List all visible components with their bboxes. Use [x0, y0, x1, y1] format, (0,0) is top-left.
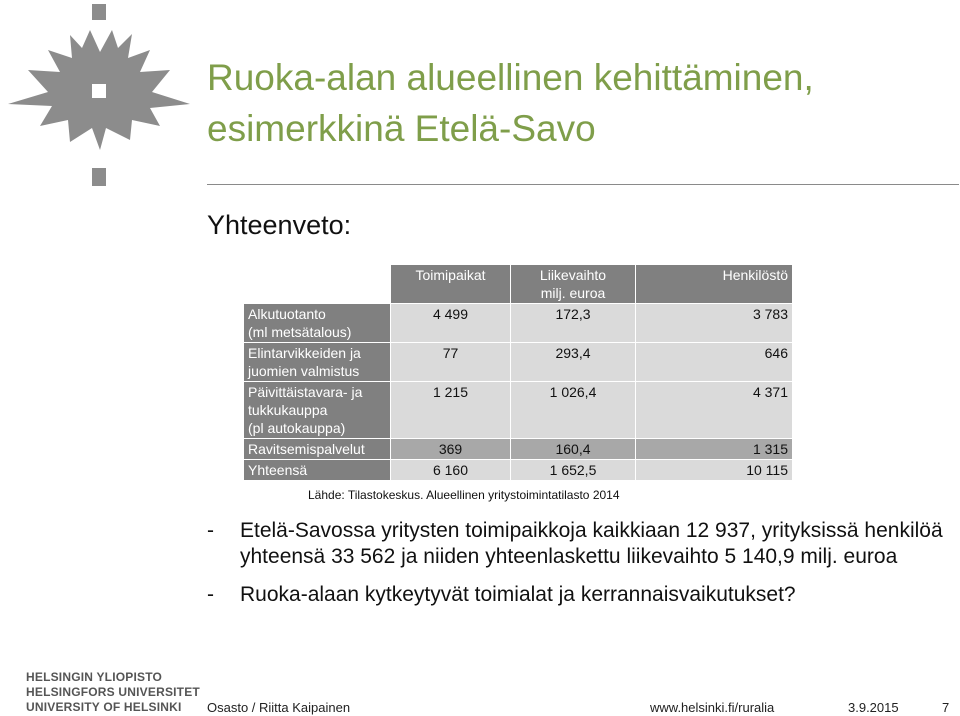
cell-henkilosto: 4 371	[636, 382, 793, 439]
column-header-toimipaikat: Toimipaikat	[391, 265, 511, 304]
cell-toimipaikat: 4 499	[391, 304, 511, 343]
cell-liikevaihto: 160,4	[511, 439, 636, 460]
cell-toimipaikat: 6 160	[391, 460, 511, 481]
footer-date: 3.9.2015	[848, 700, 899, 715]
cell-henkilosto: 3 783	[636, 304, 793, 343]
cell-henkilosto: 10 115	[636, 460, 793, 481]
university-flame-logo	[0, 0, 200, 200]
table-row	[244, 304, 793, 343]
bullet-text: Ruoka-alaan kytkeytyvät toimialat ja kerrannaisvaikutukset?	[240, 583, 796, 606]
slide-subtitle: Yhteenveto:	[207, 210, 352, 240]
column-header-henkilosto: Henkilöstö	[636, 265, 793, 304]
cell-toimipaikat: 77	[391, 343, 511, 382]
table-source-note: Lähde: Tilastokeskus. Alueellinen yritystoimintatilasto 2014	[308, 488, 620, 502]
table-header-row	[244, 265, 793, 304]
bullet-item	[207, 518, 947, 570]
cell-liikevaihto: 1 026,4	[511, 382, 636, 439]
cell-liikevaihto: 172,3	[511, 304, 636, 343]
bullet-list	[207, 518, 947, 620]
footer-url: www.helsinki.fi/ruralia	[650, 700, 775, 715]
bullet-dash: -	[207, 519, 214, 542]
table-row-total	[244, 460, 793, 481]
slide-title-line-2: esimerkkinä Etelä-Savo	[207, 108, 596, 149]
row-label: Elintarvikkeiden ja juomien valmistus	[244, 343, 391, 382]
cell-henkilosto: 1 315	[636, 439, 793, 460]
row-label: Alkutuotanto (ml metsätalous)	[244, 304, 391, 343]
footer-author: Osasto / Riitta Kaipainen	[207, 700, 351, 715]
slide-title	[207, 52, 947, 154]
bullet-text: Etelä-Savossa yritysten toimipaikkoja kaikkiaan 12 937, yrityksissä henkilöä yhteensä 33 562 ja niiden yhteenlaskettu liikevaihto 5 140,9 milj. euroa	[240, 519, 943, 568]
university-name-en: UNIVERSITY OF HELSINKI	[26, 700, 182, 714]
bullet-dash: -	[207, 583, 214, 606]
row-label: Päivittäistavara- ja tukkukauppa (pl autokauppa)	[244, 382, 391, 439]
table-row	[244, 343, 793, 382]
table-row	[244, 382, 793, 439]
university-name-fi: HELSINGIN YLIOPISTO	[26, 670, 163, 684]
cell-liikevaihto: 293,4	[511, 343, 636, 382]
column-header-liikevaihto: Liikevaihto milj. euroa	[511, 265, 636, 304]
cell-toimipaikat: 1 215	[391, 382, 511, 439]
slide-title-line-1: Ruoka-alan alueellinen kehittäminen,	[207, 57, 814, 98]
table-corner-cell	[244, 265, 391, 304]
row-label: Yhteensä	[244, 460, 391, 481]
university-wordmark	[26, 670, 200, 715]
footer-page-number: 7	[942, 700, 950, 715]
university-name-sv: HELSINGFORS UNIVERSITET	[26, 685, 200, 699]
bullet-item	[207, 582, 947, 608]
table-row	[244, 439, 793, 460]
cell-toimipaikat: 369	[391, 439, 511, 460]
summary-table	[243, 264, 793, 481]
title-divider	[207, 184, 959, 185]
row-label: Ravitsemispalvelut	[244, 439, 391, 460]
cell-henkilosto: 646	[636, 343, 793, 382]
cell-liikevaihto: 1 652,5	[511, 460, 636, 481]
